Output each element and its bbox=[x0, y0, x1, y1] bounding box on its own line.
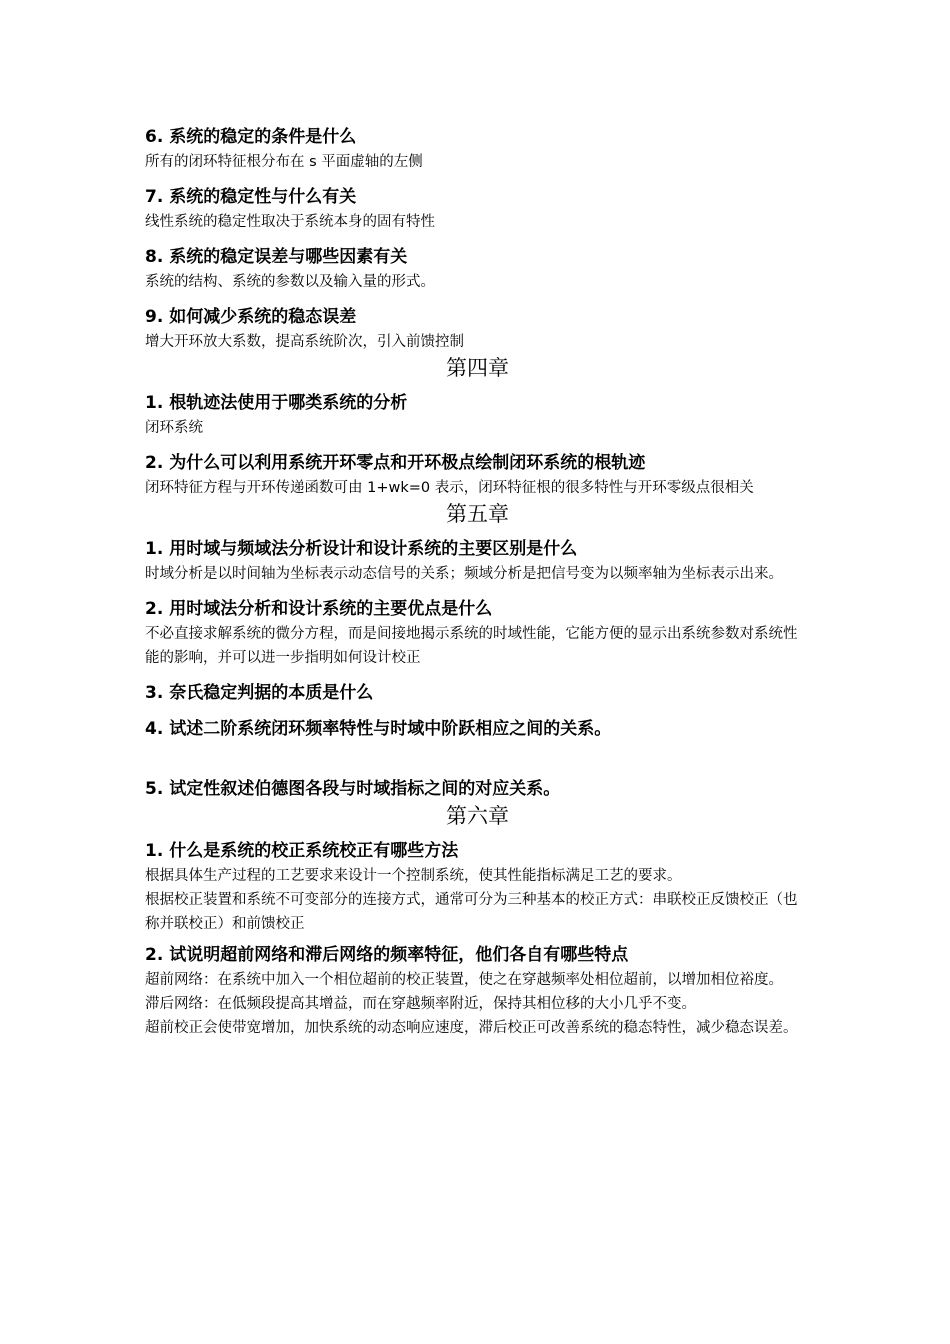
answer-8: 系统的结构、系统的参数以及输入量的形式。 bbox=[145, 274, 435, 290]
answer-7: 线性系统的稳定性取决于系统本身的固有特性 bbox=[145, 214, 435, 230]
answer-6: 所有的闭环特征根分布在 s 平面虚轴的左侧 bbox=[145, 154, 423, 170]
ch5-question-3: 3. 奈氏稳定判据的本质是什么 bbox=[145, 683, 374, 703]
chapter-5-title: 第五章 bbox=[446, 502, 509, 526]
ch6-answer-2c: 超前校正会使带宽增加，加快系统的动态响应速度，滞后校正可改善系统的稳态特性，减少稳态误差。 bbox=[145, 1020, 798, 1036]
ch5-question-4: 4. 试述二阶系统闭环频率特性与时域中阶跃相应之间的关系。 bbox=[145, 719, 612, 739]
ch5-question-2: 2. 用时域法分析和设计系统的主要优点是什么 bbox=[145, 599, 493, 619]
ch6-answer-2a: 超前网络：在系统中加入一个相位超前的校正装置，使之在穿越频率处相位超前，以增加相位裕度。 bbox=[145, 972, 783, 988]
ch4-answer-1: 闭环系统 bbox=[145, 420, 203, 436]
ch5-answer-1: 时域分析是以时间轴为坐标表示动态信号的关系；频域分析是把信号变为以频率轴为坐标表示出来。 bbox=[145, 566, 783, 582]
ch6-question-1: 1. 什么是系统的校正系统校正有哪些方法 bbox=[145, 841, 459, 861]
ch4-question-2: 2. 为什么可以利用系统开环零点和开环极点绘制闭环系统的根轨迹 bbox=[145, 453, 646, 473]
question-6: 6. 系统的稳定的条件是什么 bbox=[145, 127, 357, 147]
ch6-answer-1a: 根据具体生产过程的工艺要求来设计一个控制系统，使其性能指标满足工艺的要求。 bbox=[145, 868, 682, 884]
answer-9: 增大开环放大系数，提高系统阶次，引入前馈控制 bbox=[145, 334, 464, 350]
ch5-question-1: 1. 用时域与频域法分析设计和设计系统的主要区别是什么 bbox=[145, 539, 578, 559]
ch4-question-1: 1. 根轨迹法使用于哪类系统的分析 bbox=[145, 393, 408, 413]
document-page bbox=[145, 124, 810, 1040]
question-7: 7. 系统的稳定性与什么有关 bbox=[145, 187, 357, 207]
ch5-answer-2: 不必直接求解系统的微分方程，而是间接地揭示系统的时域性能，它能方便的显示出系统参数对系统性能的影响，并可以进一步指明如何设计校正 bbox=[145, 626, 798, 666]
chapter-6-title: 第六章 bbox=[446, 804, 509, 828]
ch5-question-5: 5. 试定性叙述伯德图各段与时域指标之间的对应关系。 bbox=[145, 779, 561, 799]
ch6-answer-1b: 根据校正装置和系统不可变部分的连接方式，通常可分为三种基本的校正方式：串联校正反馈校正（也称并联校正）和前馈校正 bbox=[145, 892, 798, 932]
question-9: 9. 如何减少系统的稳态误差 bbox=[145, 307, 357, 327]
ch6-question-2: 2. 试说明超前网络和滞后网络的频率特征，他们各自有哪些特点 bbox=[145, 945, 629, 965]
ch4-answer-2: 闭环特征方程与开环传递函数可由 1+wk=0 表示，闭环特征根的很多特性与开环零级点很相关 bbox=[145, 480, 754, 496]
question-8: 8. 系统的稳定误差与哪些因素有关 bbox=[145, 247, 408, 267]
ch6-answer-2b: 滞后网络：在低频段提高其增益，而在穿越频率附近，保持其相位移的大小几乎不变。 bbox=[145, 996, 696, 1012]
chapter-4-title: 第四章 bbox=[446, 356, 509, 380]
